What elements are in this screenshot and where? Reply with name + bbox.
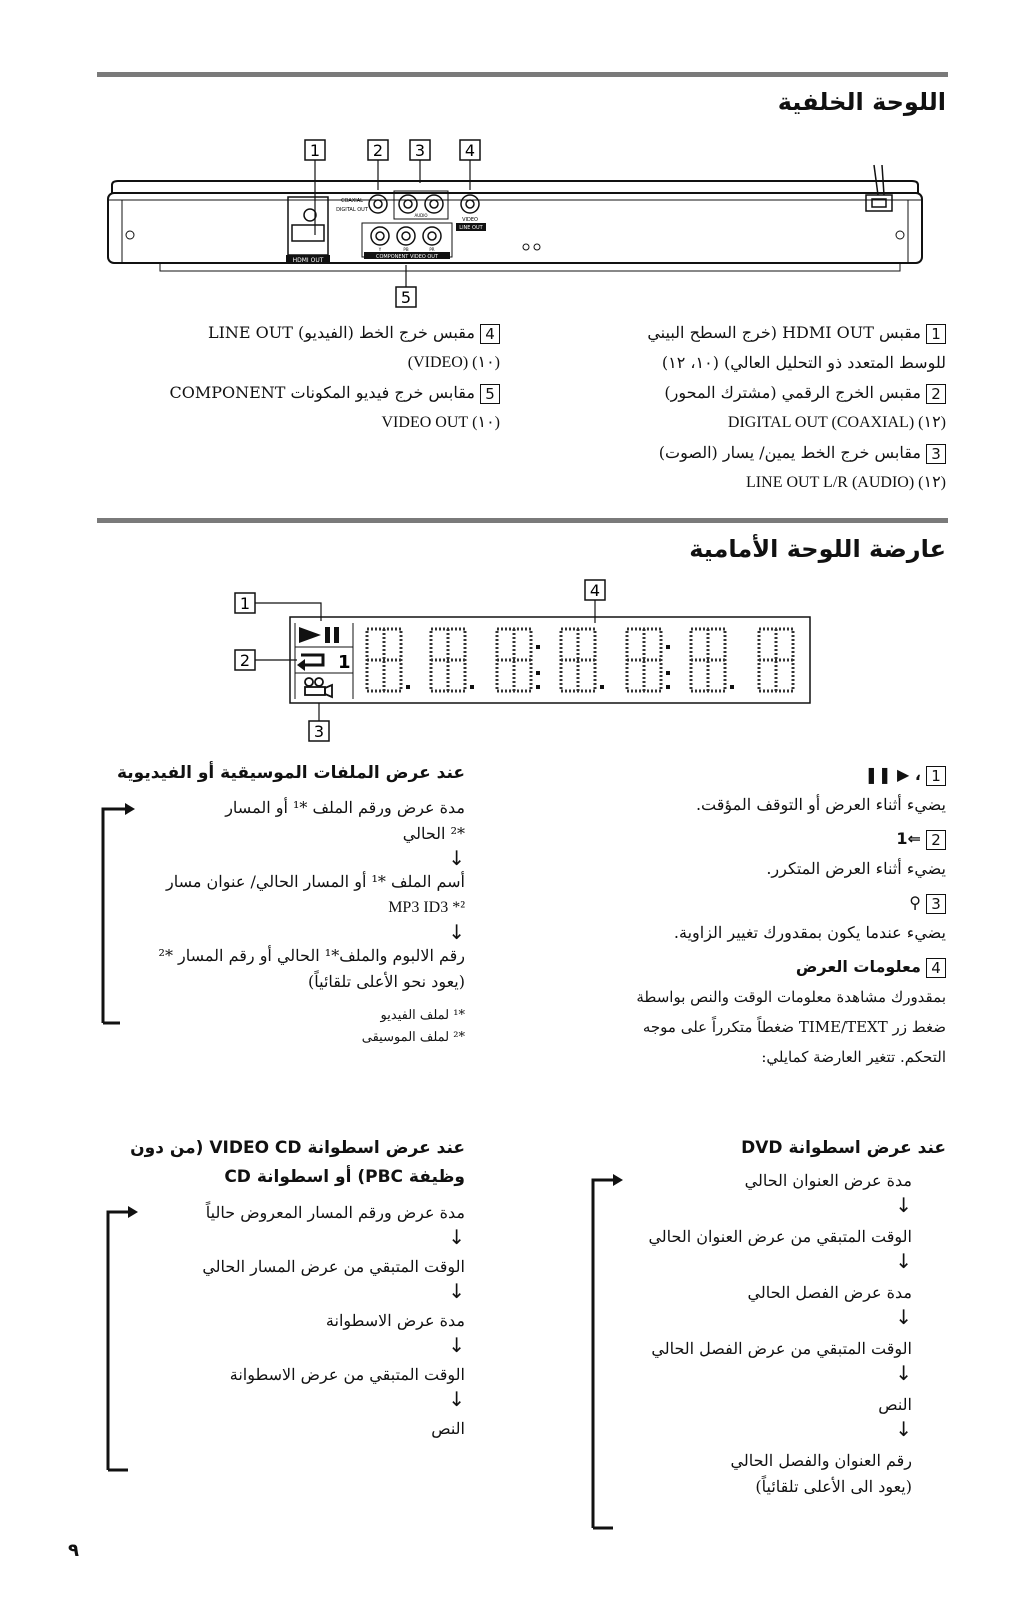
- player-chassis: [108, 181, 922, 271]
- middle-rule: [97, 518, 948, 523]
- dvd-loop-bracket: [585, 1168, 625, 1538]
- video-jack: [461, 195, 479, 213]
- segment-digits: [367, 629, 793, 691]
- rear-panel-diagram: [100, 135, 930, 315]
- dvd-flow: مدة عرض العنوان الحالي ↓ الوقت المتبقي من عرض العنوان الحالي ↓ مدة عرض الفصل الحالي ↓ الوقت المتبقي من عرض الفصل الحالي ↓ النص ↓ رقم العنوان والفصل الحالي (يعود الى الأعلى تلقائياً): [648, 1171, 912, 1496]
- power-cord: [866, 165, 892, 211]
- svg-text:PR: PR: [429, 247, 435, 252]
- angle-icon: ⚲: [909, 893, 921, 912]
- page-number: ٩: [68, 1540, 79, 1561]
- rear-callout-5: 5: [400, 288, 412, 307]
- top-rule: [97, 72, 948, 77]
- front-callout-3: 3: [313, 722, 325, 741]
- front-items: 1 ، ▶ ❚❚ يضيء أثناء العرض أو التوقف المؤقت. 2 ⇐1 يضيء أثناء العرض المتكرر. 3 ⚲ يضيء عندما يكون بمقدورك تغيير الزاوية. 4 معلومات العرض بمقدورك مشاهدة معلومات الوقت والنص بواسطة ضغط زر TIME/TEXT ضغطاً متكرراً على موجه التحكم. تتغير العارضة كمايلي:: [636, 765, 946, 1066]
- svg-text:1: 1: [338, 652, 351, 673]
- front-callout-1: 1: [239, 594, 251, 613]
- audio-label: AUDIO: [414, 213, 428, 218]
- digital-out-label: DIGITAL OUT: [336, 207, 368, 213]
- vcd-flow: مدة عرض ورقم المسار المعروض حالياً ↓ الوقت المتبقي من عرض المسار الحالي ↓ مدة عرض الاسطوانة ↓ الوقت المتبقي من عرض الاسطوانة ↓ النص: [202, 1203, 465, 1438]
- rear-panel-title: اللوحة الخلفية: [777, 88, 946, 116]
- component-video-out-label: COMPONENT VIDEO OUT: [375, 254, 439, 260]
- svg-text:Y: Y: [378, 247, 382, 252]
- hdmi-port: [288, 197, 328, 255]
- vcd-title-2: وظيفة PBC) أو اسطوانة CD: [224, 1167, 465, 1187]
- angle-indicator-icon: [305, 678, 332, 697]
- rear-items-left: 4 مقبس خرج الخط (الفيديو) LINE OUT (١٠) (VIDEO) 5 مقابس خرج فيديو المكونات COMPONENT (١٠) VIDEO OUT: [169, 323, 500, 431]
- front-display-diagram: [225, 575, 815, 745]
- files-flow: مدة عرض ورقم الملف *¹ أو المسار *² الحالي ↓ أسم الملف *¹ أو المسار الحالي/ عنوان مسار ²* MP3 ID3 ↓ رقم الالبوم والملف*¹ الحالي أو رقم المسار *² (يعود نحو الأعلى تلقائياً) *¹ لملف الفيديو *² لملف الموسيقى: [158, 798, 465, 1045]
- component-jacks: [371, 227, 441, 245]
- vcd-title-1: عند عرض اسطوانة VIDEO CD (من دون: [130, 1138, 465, 1158]
- repeat-indicator-icon: [297, 652, 351, 673]
- files-title: عند عرض الملفات الموسيقية أو الفيديوية: [116, 763, 465, 783]
- vcd-loop-bracket: [100, 1200, 140, 1480]
- svg-text:PB: PB: [403, 247, 409, 252]
- coaxial-label: COAXIAL: [341, 198, 363, 204]
- front-callout-2: 2: [239, 651, 251, 670]
- video-label: VIDEO: [462, 217, 478, 223]
- front-callout-4: 4: [589, 581, 601, 600]
- rear-callout-1: 1: [309, 141, 321, 160]
- line-out-label: LINE OUT: [459, 225, 483, 231]
- play-pause-indicator-icon: [299, 627, 339, 643]
- audio-jacks: [399, 195, 443, 213]
- rear-items-right: 1 مقبس HDMI OUT (خرج السطح البيني للوسط المتعدد ذو التحليل العالي) (١٠، ١٢) 2 مقبس الخرج الرقمي (مشترك المحور) (١٢) DIGITAL OUT (COAXIAL) 3 مقابس خرج الخط يمين/ يسار (الصوت) (١٢) LINE OUT L/R (AUDIO): [647, 323, 946, 491]
- front-panel-title: عارضة اللوحة الأمامية: [689, 535, 946, 563]
- coaxial-jack: [369, 195, 387, 213]
- repeat-one-icon: ⇐1: [896, 829, 921, 848]
- dvd-title: عند عرض اسطوانة DVD: [741, 1138, 946, 1158]
- rear-callout-2: 2: [372, 141, 384, 160]
- files-loop-bracket: [95, 795, 135, 1035]
- hdmi-out-label: HDMI OUT: [292, 257, 324, 264]
- rear-callout-3: 3: [414, 141, 426, 160]
- rear-callout-4: 4: [464, 141, 476, 160]
